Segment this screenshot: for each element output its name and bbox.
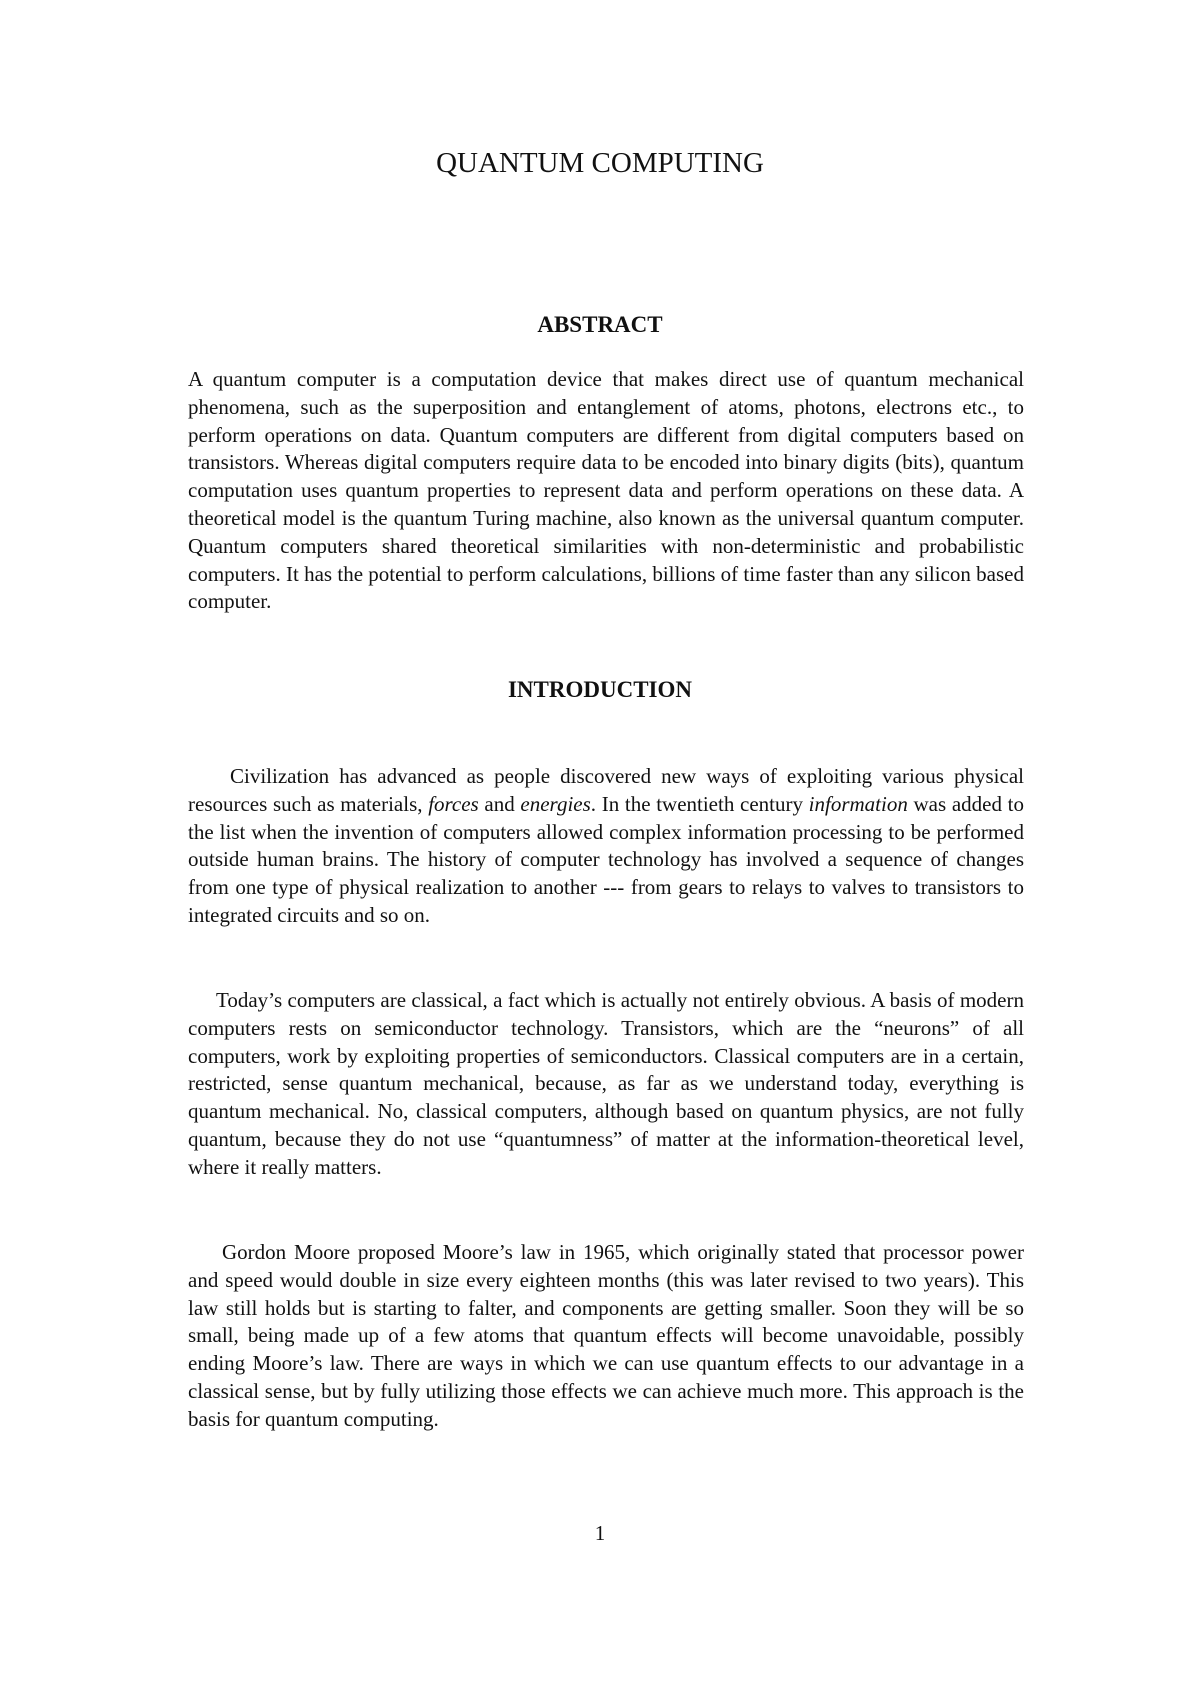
intro-paragraph-3: Gordon Moore proposed Moore’s law in 1965, which originally stated that processor power and speed would double in size every eighteen months (this was later revised to two years). This law still holds but is starting to falter, and components are getting smaller. Soon they will be so small, being made up of a few atoms that quantum effects will become unavoidable, possibly ending Moore’s law. There are ways in which we can use quantum effects to our advantage in a classical sense, but by fully utilizing those effects we can achieve much more. This approach is the basis for quantum computing. (188, 1240, 1024, 1431)
intro-p1-text-1: Civilization has advanced as people discovered new ways of exploiting various physical resources such as materials, (188, 764, 1024, 816)
abstract-paragraph: A quantum computer is a computation device that makes direct use of quantum mechanical phenomena, such as the superposition and entanglement of atoms, photons, electrons etc., to perform operations on data. Quantum computers are different from digital computers based on transistors. Whereas digital computers require data to be encoded into binary digits (bits), quantum computation uses quantum properties to represent data and perform operations on these data. A theoretical model is the quantum Turing machine, also known as the universal quantum computer. Quantum computers shared theoretical similarities with non-deterministic and probabilistic computers. It has the potential to perform calculations, billions of time faster than any silicon based computer. (188, 367, 1024, 614)
page-number: 1 (594, 1521, 606, 1545)
intro-p1-emphasis-energies: energies (520, 791, 591, 816)
introduction-heading: INTRODUCTION (507, 677, 693, 702)
intro-p1-text-3: . In the twentieth century (590, 791, 809, 816)
intro-p1-emphasis-forces: forces (428, 791, 479, 816)
intro-paragraph-1 (188, 763, 1024, 930)
abstract-heading: ABSTRACT (537, 312, 663, 337)
page-title: QUANTUM COMPUTING (436, 147, 764, 179)
intro-p1-text-4: was added to the list when the invention of computers allowed complex information processing to be performed outside human brains. The history of computer technology has involved a sequence of changes from one type of physical realization to another --- from gears to relays to valves to transistors to integrated circuits and so on. (188, 791, 1024, 927)
intro-p1-text-2: and (478, 791, 521, 816)
intro-paragraph-2: Today’s computers are classical, a fact which is actually not entirely obvious. A basis of modern computers rests on semiconductor technology. Transistors, which are the “neurons” of all computers, work by exploiting properties of semiconductors. Classical computers are in a certain, restricted, sense quantum mechanical, because, as far as we understand today, everything is quantum mechanical. No, classical computers, although based on quantum physics, are not fully quantum, because they do not use “quantumness” of matter at the information-theoretical level, where it really matters. (188, 988, 1024, 1179)
intro-p1-emphasis-information: information (808, 791, 908, 816)
